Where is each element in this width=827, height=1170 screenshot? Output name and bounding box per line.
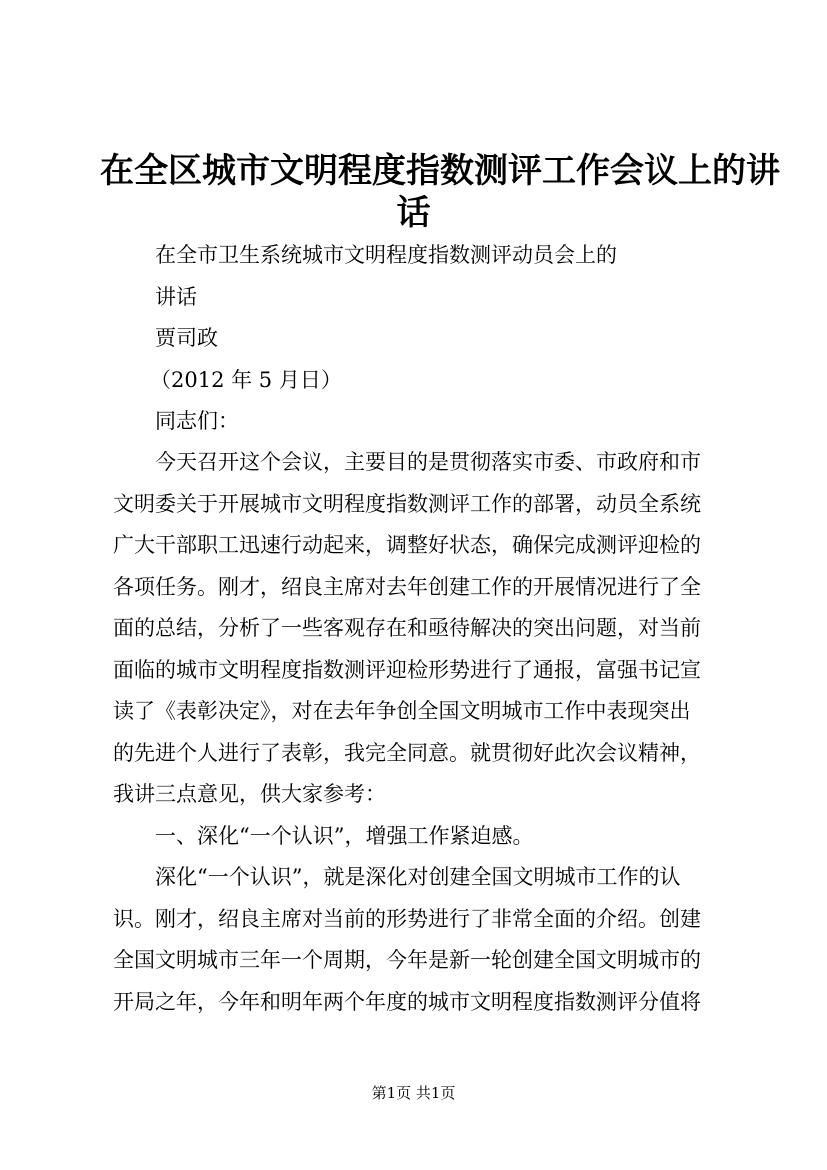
salutation: 同志们： bbox=[155, 409, 239, 433]
body-line: 深化“一个认识”，就是深化对创建全国文明城市工作的认 bbox=[155, 865, 681, 889]
body-line: 文明委关于开展城市文明程度指数测评工作的部署，动员全系统 bbox=[113, 491, 701, 516]
document-body bbox=[113, 442, 735, 1023]
body-line: 广大干部职工迅速行动起来，调整好状态，确保完成测评迎检的 bbox=[113, 533, 701, 557]
body-line: 面临的城市文明程度指数测评迎检形势进行了通报，富强书记宣 bbox=[113, 657, 701, 682]
speech-date: （2012 年 5 月日） bbox=[150, 368, 342, 392]
section-heading: 一、深化“一个认识”，增强工作紧迫感。 bbox=[155, 823, 534, 848]
subtitle-line: 在全市卫生系统城市文明程度指数测评动员会上的 bbox=[155, 243, 617, 267]
title-line: 在全区城市文明程度指数测评工作会议上的讲 bbox=[100, 151, 780, 191]
body-line: 今天召开这个会议，主要目的是贯彻落实市委、市政府和市 bbox=[155, 450, 701, 474]
page-number-footer: 第1页 共1页 bbox=[371, 1084, 456, 1102]
body-line: 开局之年，今年和明年两个年度的城市文明程度指数测评分值将 bbox=[113, 989, 701, 1014]
body-line: 读了《表彰决定》，对在去年争创全国文明城市工作中表现突出 bbox=[113, 699, 691, 723]
title-line: 话 bbox=[396, 193, 431, 233]
body-line: 全国文明城市三年一个周期，今年是新一轮创建全国文明城市的 bbox=[113, 948, 701, 972]
subtitle-line: 讲话 bbox=[155, 285, 197, 309]
body-line: 的先进个人进行了表彰，我完全同意。就贯彻好此次会议精神， bbox=[113, 740, 701, 765]
body-line: 各项任务。刚才，绍良主席对去年创建工作的开展情况进行了全 bbox=[113, 574, 701, 599]
body-line: 识。刚才，绍良主席对当前的形势进行了非常全面的介绍。创建 bbox=[113, 906, 701, 931]
author-name: 贾司政 bbox=[155, 326, 218, 350]
body-line: 我讲三点意见，供大家参考： bbox=[113, 782, 386, 806]
document-title bbox=[100, 150, 780, 234]
body-line: 面的总结，分析了一些客观存在和亟待解决的突出问题，对当前 bbox=[113, 616, 701, 640]
